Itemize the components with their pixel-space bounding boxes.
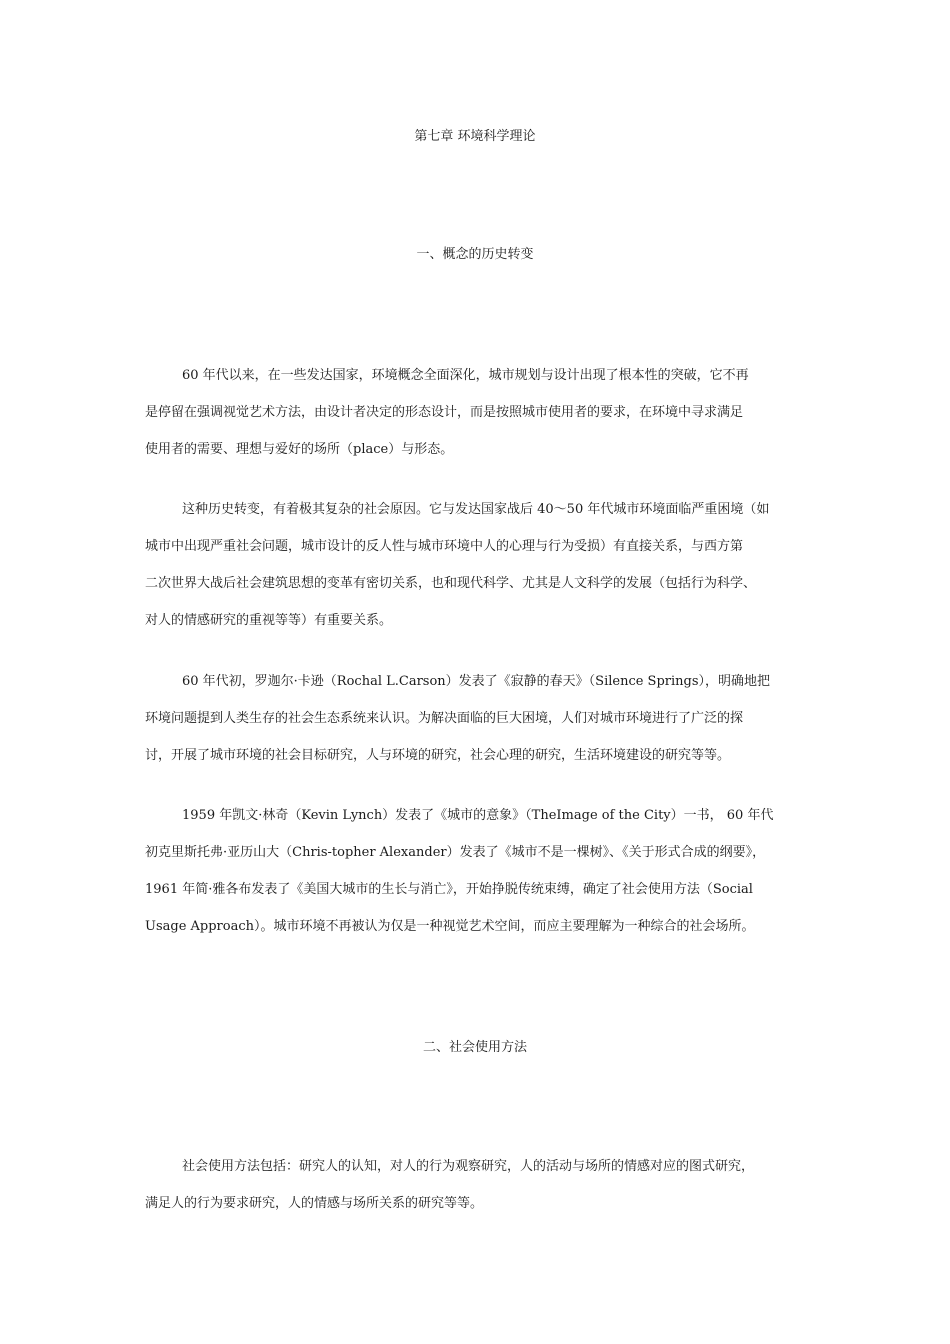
paragraph-1	[145, 357, 810, 468]
paragraph-line: 环境问题提到人类生存的社会生态系统来认识。为解决面临的巨大困境，人们对城市环境进行了广泛的探	[145, 711, 744, 726]
paragraph-line: 这种历史转变，有着极其复杂的社会原因。它与发达国家战后 40～50 年代城市环境面临严重困境（如	[182, 502, 770, 517]
paragraph-line: 60 年代以来，在一些发达国家，环境概念全面深化，城市规划与设计出现了根本性的突破，它不再	[182, 368, 749, 383]
paragraph-line: 60 年代初，罗迦尔·卡逊（Rochal L.Carson）发表了《寂静的春天》（Silence Springs），明确地把	[182, 674, 771, 689]
paragraph-line: 1961 年简·雅各布发表了《美国大城市的生长与消亡》，开始挣脱传统束缚，确定了社会使用方法（Social	[145, 882, 753, 897]
paragraph-line: 社会使用方法包括：研究人的认知，对人的行为观察研究，人的活动与场所的情感对应的图式研究，	[182, 1159, 755, 1174]
paragraph-line: 1959 年凯文·林奇（Kevin Lynch）发表了《城市的意象》（TheImage of the City）一书， 60 年代	[182, 808, 774, 823]
paragraph-line: 对人的情感研究的重视等等）有重要关系。	[145, 613, 393, 628]
paragraph-line: 初克里斯托弗·亚历山大（Chris-topher Alexander）发表了《城市不是一棵树》、《关于形式合成的纲要》，	[145, 845, 766, 860]
paragraph-4	[145, 797, 810, 945]
paragraph-3	[145, 663, 810, 774]
paragraph-line: 是停留在强调视觉艺术方法，由设计者决定的形态设计，而是按照城市使用者的要求，在环境中寻求满足	[145, 405, 744, 420]
paragraph-line: 二次世界大战后社会建筑思想的变革有密切关系，也和现代科学、尤其是人文科学的发展（包括行为科学、	[145, 576, 757, 591]
chapter-title: 第七章 环境科学理论	[414, 129, 536, 144]
paragraph-line: 使用者的需要、理想与爱好的场所（place）与形态。	[145, 442, 454, 457]
paragraph-line: Usage Approach）。城市环境不再被认为仅是一种视觉艺术空间，而应主要理解为一种综合的社会场所。	[145, 919, 755, 934]
section-title-2: 二、社会使用方法	[422, 1040, 527, 1055]
paragraph-line: 城市中出现严重社会问题，城市设计的反人性与城市环境中人的心理与行为受损）有直接关系，与西方第	[145, 539, 744, 554]
paragraph-5	[145, 1148, 810, 1222]
section-title-1: 一、概念的历史转变	[416, 247, 534, 262]
paragraph-2	[145, 491, 810, 639]
paragraph-line: 讨，开展了城市环境的社会目标研究，人与环境的研究，社会心理的研究，生活环境建设的研究等等。	[145, 748, 731, 763]
paragraph-line: 满足人的行为要求研究，人的情感与场所关系的研究等等。	[145, 1196, 484, 1211]
